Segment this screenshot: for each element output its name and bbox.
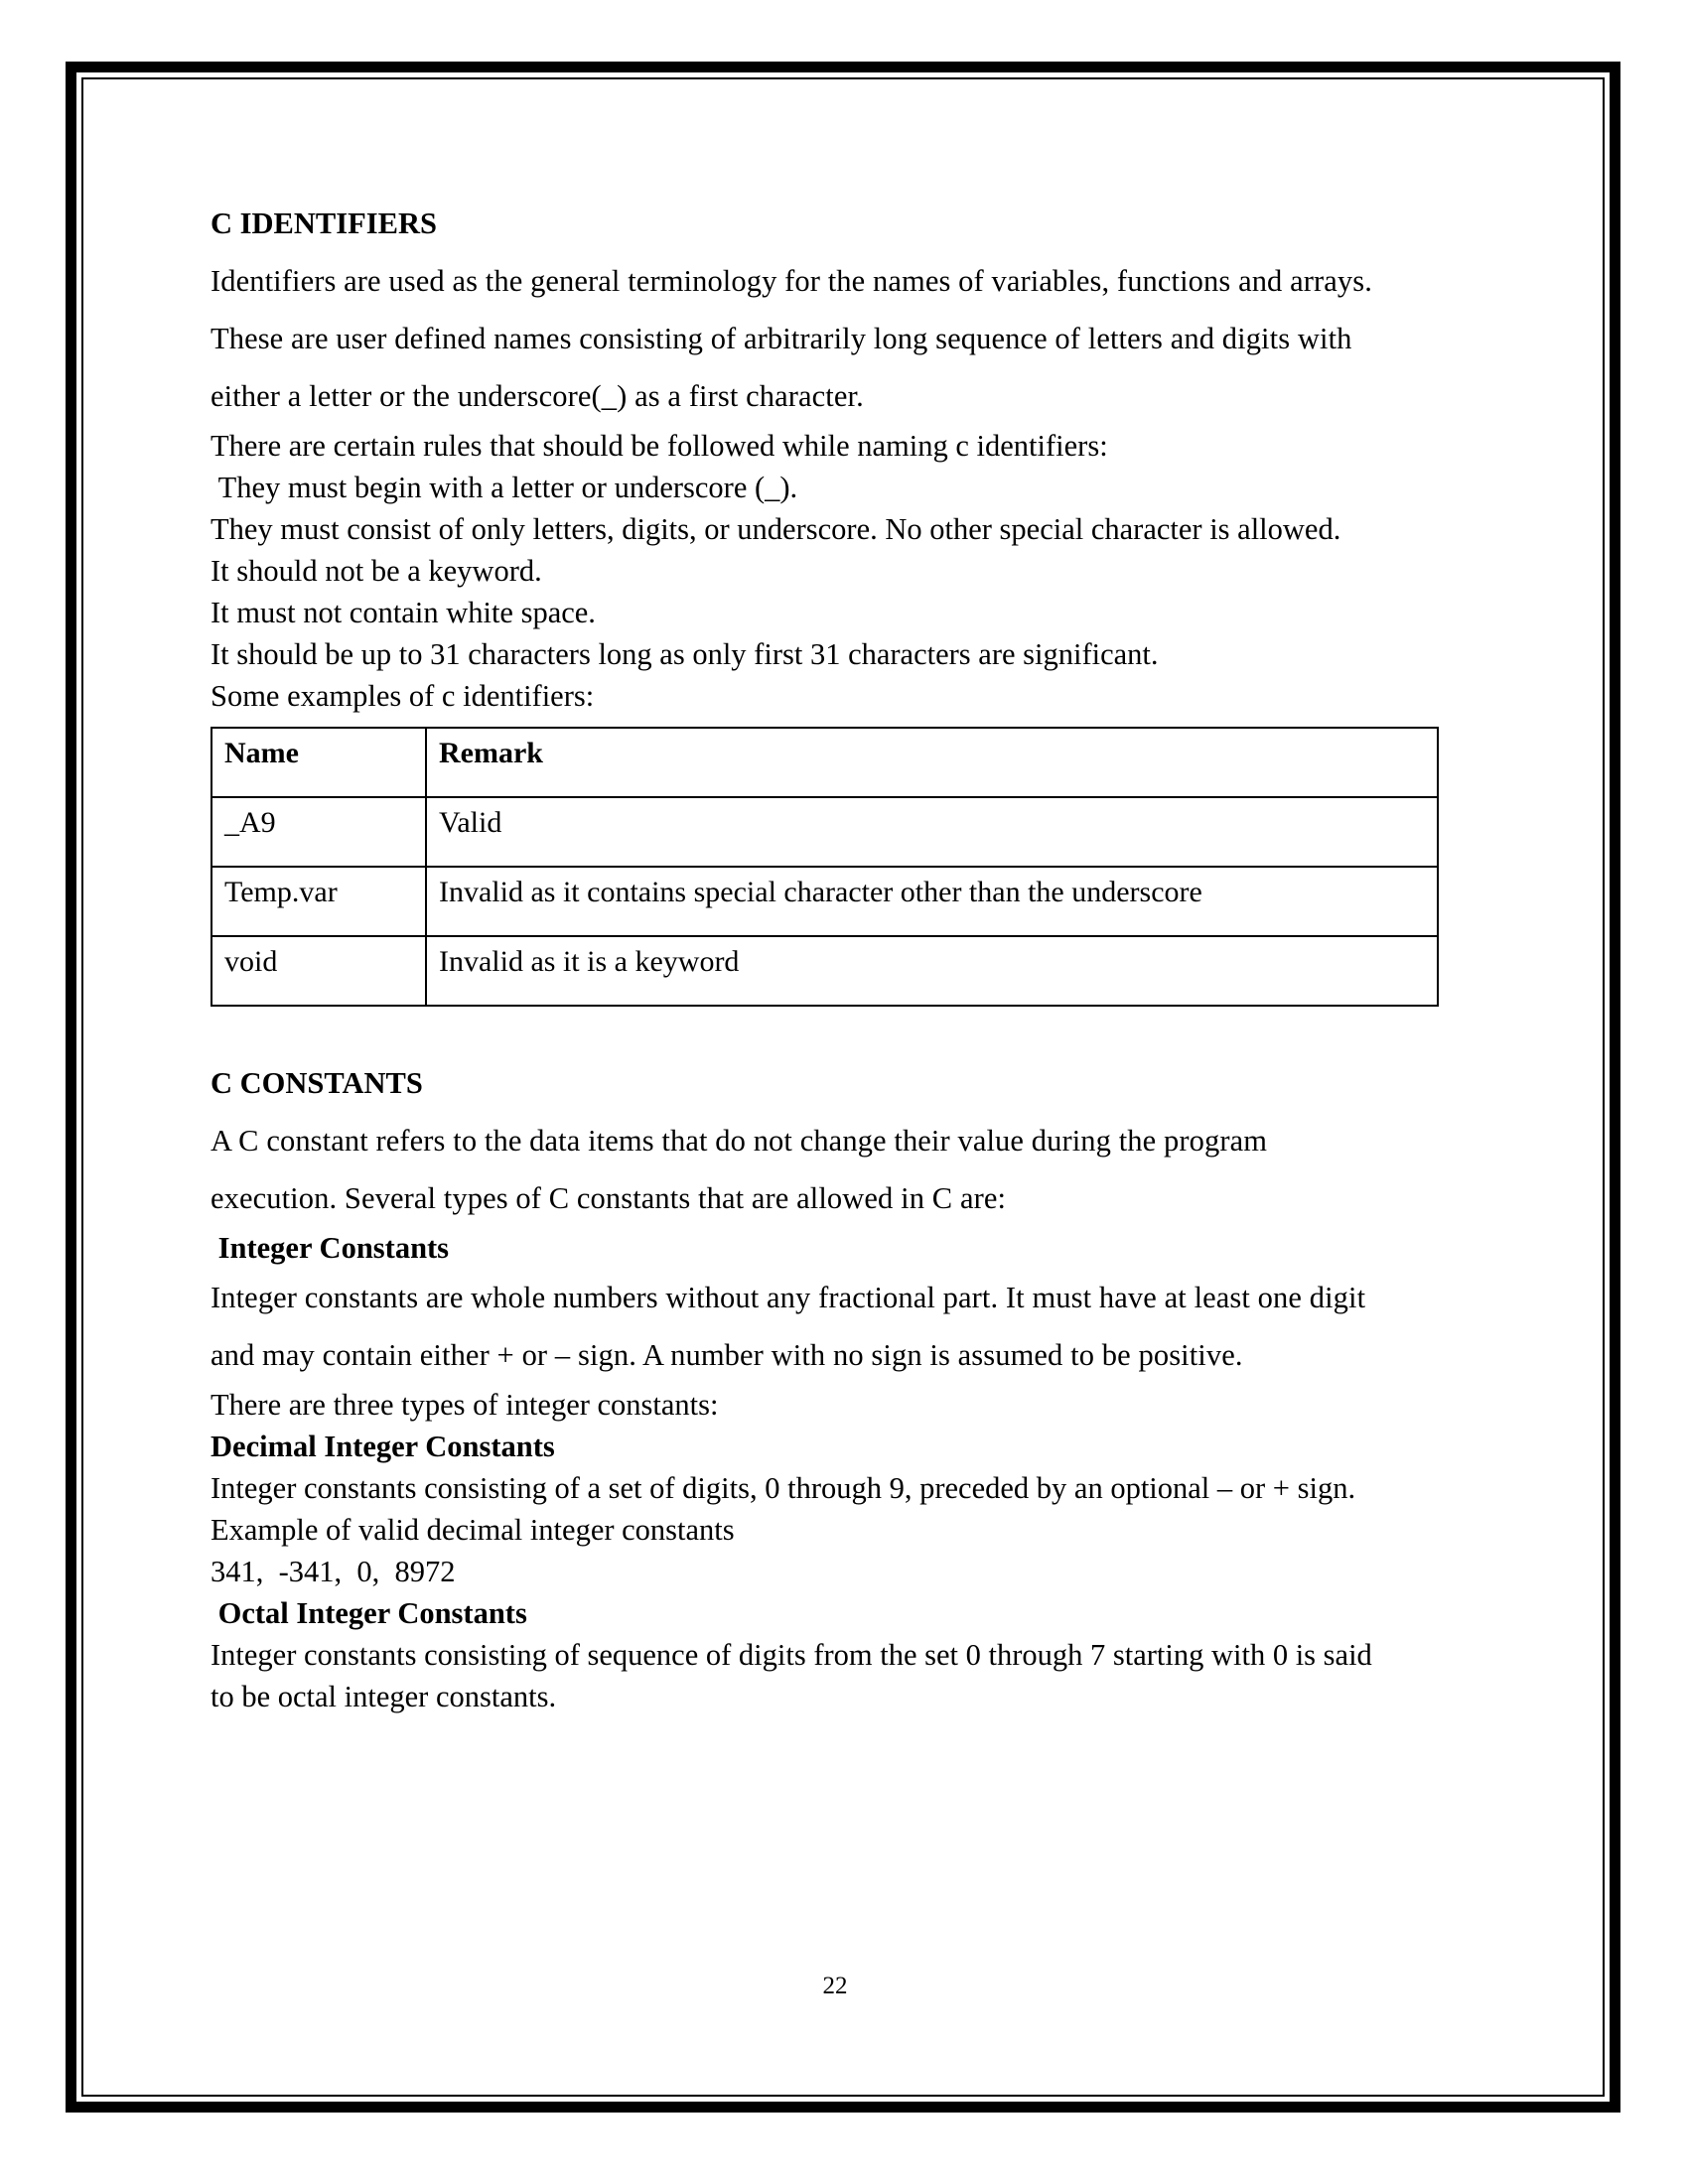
paragraph-constants-2: execution. Several types of C constants that are allowed in C are: — [211, 1181, 1007, 1215]
paragraph-decimal-1: Integer constants consisting of a set of digits, 0 through 9, preceded by an optional – or + sign. — [211, 1471, 1356, 1505]
table-cell-name: void — [211, 936, 426, 1006]
document-content — [211, 195, 1491, 1717]
paragraph-octal-2: to be octal integer constants. — [211, 1680, 557, 1713]
table-header-name: Name — [211, 728, 426, 797]
subheading-integer-constants: Integer Constants — [211, 1231, 450, 1265]
paragraph-decimal-2: Example of valid decimal integer constants — [211, 1513, 735, 1547]
page-number: 22 — [822, 1973, 848, 1999]
paragraph-identifiers-2: These are user defined names consisting of arbitrarily long sequence of letters and digits with — [211, 322, 1352, 355]
decimal-constant-examples: 341, -341, 0, 8972 — [211, 1555, 456, 1588]
table-cell-name: Temp.var — [211, 867, 426, 936]
rule-item-2: They must consist of only letters, digits, or underscore. No other special character is allowed. — [211, 512, 1341, 546]
subheading-octal-integer-constants: Octal Integer Constants — [211, 1596, 527, 1630]
paragraph-integer-1: Integer constants are whole numbers without any fractional part. It must have at least one digit — [211, 1281, 1366, 1314]
table-header-remark: Remark — [426, 728, 1438, 797]
heading-c-constants: C CONSTANTS — [211, 1066, 423, 1100]
identifier-examples-table — [211, 727, 1439, 1007]
paragraph-octal-1: Integer constants consisting of sequence of digits from the set 0 through 7 starting with 0 is said — [211, 1638, 1372, 1672]
table-row — [211, 936, 1438, 1006]
section-spacer — [211, 1007, 1491, 1054]
page-border-outer — [66, 62, 1620, 2113]
heading-c-identifiers: C IDENTIFIERS — [211, 206, 437, 240]
table-cell-remark: Invalid as it is a keyword — [426, 936, 1438, 1006]
table-row — [211, 867, 1438, 936]
paragraph-constants-1: A C constant refers to the data items that do not change their value during the program — [211, 1124, 1268, 1158]
table-cell-remark: Valid — [426, 797, 1438, 867]
table-row — [211, 797, 1438, 867]
rules-intro: There are certain rules that should be followed while naming c identifiers: — [211, 429, 1108, 463]
paragraph-identifiers-3: either a letter or the underscore(_) as a first character. — [211, 379, 864, 413]
table-header-row — [211, 728, 1438, 797]
paragraph-integer-3: There are three types of integer constants: — [211, 1388, 719, 1422]
paragraph-identifiers-1: Identifiers are used as the general terminology for the names of variables, functions and arrays. — [211, 264, 1372, 298]
rule-item-1: They must begin with a letter or underscore (_). — [211, 471, 798, 504]
rule-item-4: It must not contain white space. — [211, 596, 596, 629]
paragraph-integer-2: and may contain either + or – sign. A number with no sign is assumed to be positive. — [211, 1338, 1243, 1372]
examples-intro: Some examples of c identifiers: — [211, 679, 595, 713]
subheading-decimal-integer-constants: Decimal Integer Constants — [211, 1430, 555, 1463]
table-cell-remark: Invalid as it contains special character other than the underscore — [426, 867, 1438, 936]
rule-item-5: It should be up to 31 characters long as only first 31 characters are significant. — [211, 637, 1159, 671]
page-border-inner — [81, 77, 1605, 2097]
rule-item-3: It should not be a keyword. — [211, 554, 542, 588]
table-cell-name: _A9 — [211, 797, 426, 867]
